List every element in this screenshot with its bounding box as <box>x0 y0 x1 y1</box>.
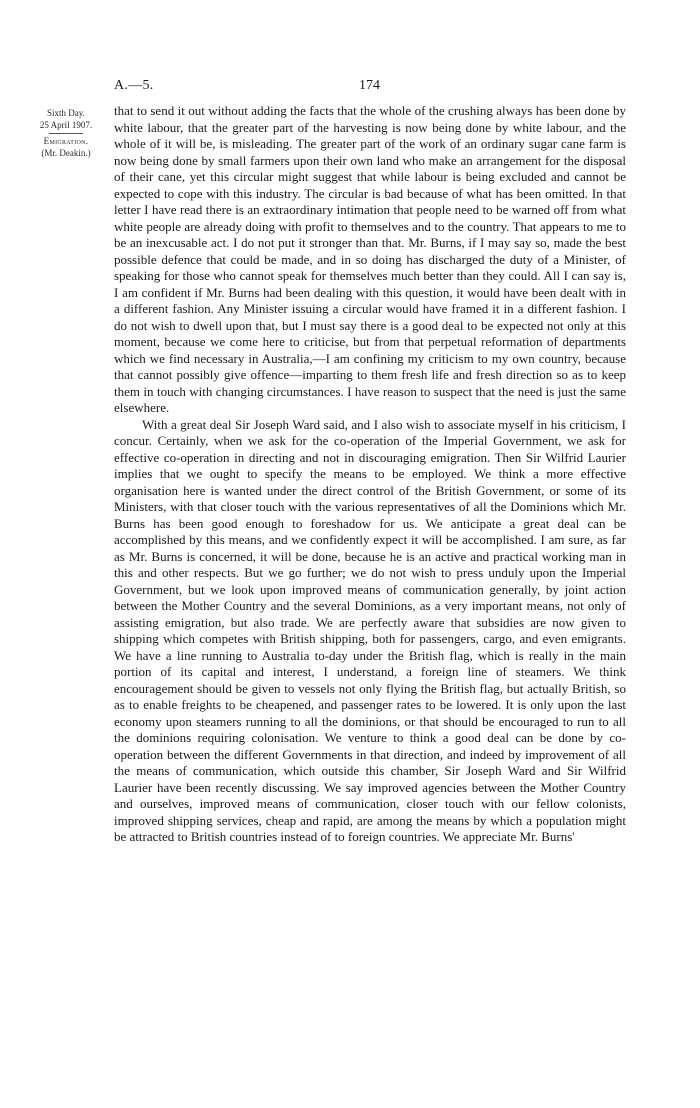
margin-day: Sixth Day. <box>47 108 85 118</box>
page-number: 174 <box>359 78 380 93</box>
document-reference: A.—5. <box>114 78 154 93</box>
margin-date: 25 April 1907. <box>39 120 93 130</box>
paragraph-1: that to send it out without adding the facts that the whole of the crushing always has been done by white labour, that the greater part of the harvesting is now being done by white labour, and the whole of it will be, is misleading. The greater part of the work of an ordinary sugar cane farm is now being done by small farmers upon their own land who make an arrangement for the disposal of their cane, yet this circular might suggest that while labour is being excluded and cannot be expected to cope with this industry. The circular is bad because of what has been omitted. In that letter I have read there is an extraordinary intimation that people need to be warned off from what white people are already doing with profit to themselves and to the country. That appears to me to be an inexcusable act. I do not put it stronger than that. Mr. Burns, if I may say so, made the best possible defence that could be made, and in so doing has discharged the duty of a Minister, of speaking for those who cannot speak for themselves much better than they could. All I can say is, I am confident if Mr. Burns had been dealing with this question, it would have been dealt with in a different fashion. Any Minister issuing a circular would have framed it in a different fashion. I do not wish to dwell upon that, but I must say there is a good deal to be expected not only at this moment, because we come here to criticise, but from that perpetual reformation of departments which we find necessary in Australia,—I am confining my criticism to my own country, because that cannot possibly give offence—imparting to them fresh life and fresh direction so as to keep them in touch with changing circumstances. I have reason to suspect that the need is just the same elsewhere. <box>114 103 626 415</box>
margin-note <box>30 107 102 159</box>
body-text <box>114 103 626 846</box>
margin-speaker: (Mr. Deakin.) <box>41 148 91 158</box>
margin-divider <box>49 133 83 134</box>
margin-subject: Emigration. <box>43 136 89 146</box>
paragraph-2: With a great deal Sir Joseph Ward said, and I also wish to associate myself in his criticism, I concur. Certainly, when we ask for the co-operation of the Imperial Government, we ask for effective co-operation in directing and not in discouraging emigration. Then Sir Wilfrid Laurier implies that we ought to specify the means to be employed. We think a more effective organisation here is wanted under the direct control of the British Government, or some of its Ministers, with that closer touch with the various representatives of all the Dominions which Mr. Burns has been good enough to foreshadow for us. We anticipate a great deal can be accomplished by this means, and we confidently expect it will be accomplished. I am sure, as far as Mr. Burns is concerned, it will be done, because he is an active and practical working man in this and other respects. But we go further; we do not wish to press unduly upon the Imperial Government, but we look upon improved means of communication generally, by joint action between the Mother Country and the several Dominions, as a very important means, not only of assisting emigration, but also trade. We are perfectly aware that subsidies are now given to shipping which competes with British shipping, both for passengers, cargo, and even emigrants. We have a line running to Australia to-day under the British flag, which is really in the main portion of its capital and interest, I understand, a foreign line of steamers. We think encouragement should be given to vessels not only flying the British flag, but actually British, so as to enable freights to be cheapened, and passenger rates to be lowered. It is only upon the last economy upon steamers running to all the dominions, or that should be encouraged to run to all the dominions requiring colonisation. We venture to think a good deal can be done by co-operation between the different Governments in that direction, and indeed by improvement of all the means of communication, which outside this chamber, Sir Joseph Ward and Sir Wilfrid Laurier have been recently discussing. We say improved agencies between the Mother Country and ourselves, improved means of communication, closer touch with our fellow colonists, improved shipping services, cheap and rapid, are among the means by which a population might be attracted to British countries instead of to foreign countries. We appreciate Mr. Burns' <box>114 416 626 844</box>
